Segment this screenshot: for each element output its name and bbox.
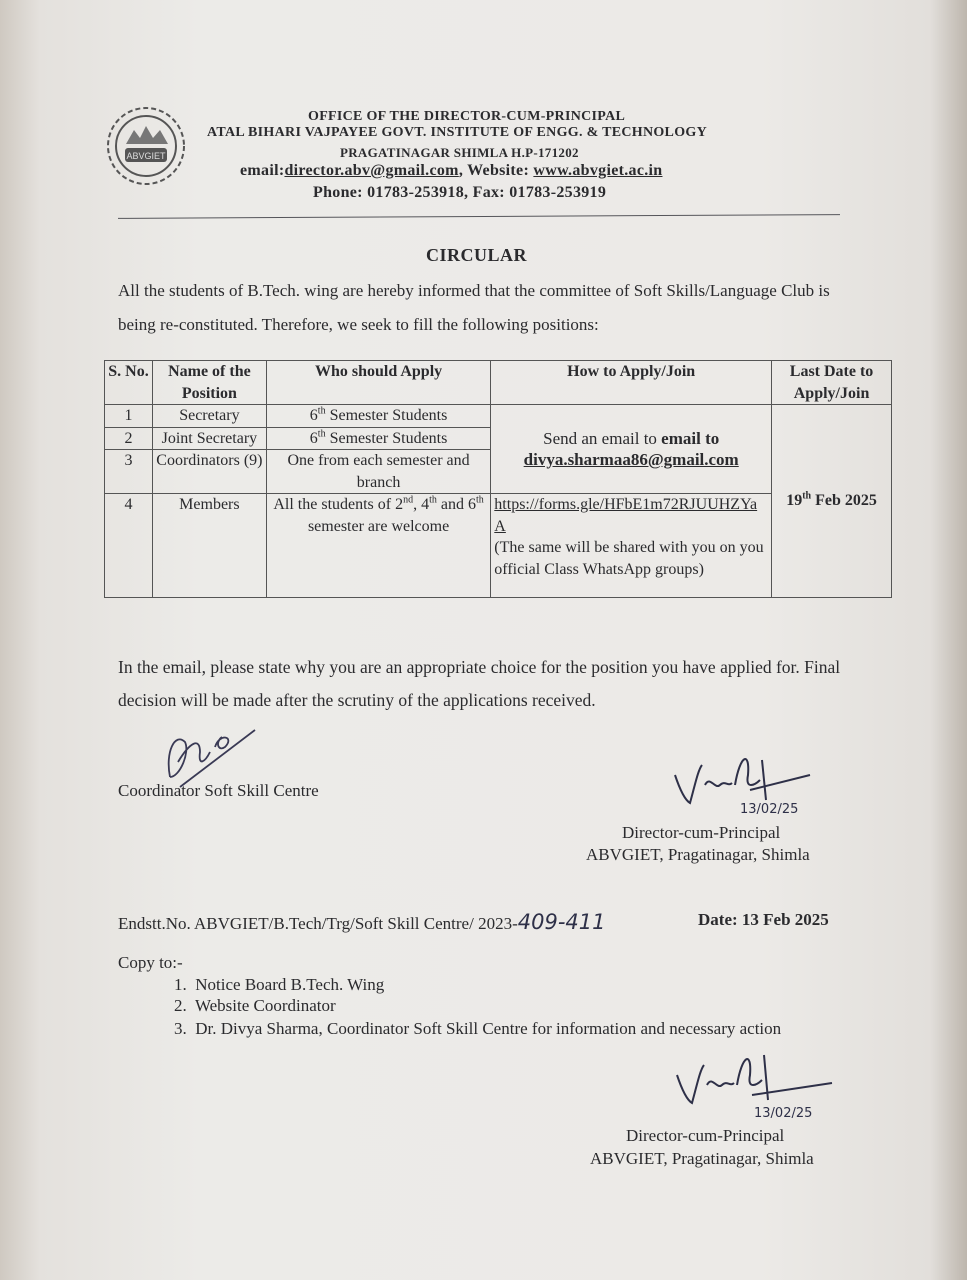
copy-to-label: Copy to:-	[118, 953, 183, 972]
row-who: One from each semester and branch	[266, 450, 490, 494]
form-note: (The same will be shared with you on you official Class WhatsApp groups)	[494, 539, 764, 578]
form-apply-cell	[491, 494, 772, 598]
row-who: All the students of 2nd, 4th and 6th semester are welcome	[266, 494, 490, 598]
apply-email-link[interactable]: divya.sharmaa86@gmail.com	[523, 450, 739, 469]
website-link[interactable]: www.abvgiet.ac.in	[533, 162, 663, 179]
last-date-cell: 19th Feb 2025	[772, 405, 892, 598]
header-divider	[118, 214, 840, 219]
handwritten-numbers: 409-411	[517, 910, 606, 934]
header-contact	[240, 162, 662, 180]
google-form-link[interactable]: https://forms.gle/HFbE1m72RJUUHZYaA	[494, 496, 758, 535]
table-row	[105, 405, 892, 428]
copy-item: 1. Notice Board B.Tech. Wing	[174, 975, 385, 994]
row-position: Joint Secretary	[152, 427, 266, 450]
endorsement-date: Date: 13 Feb 2025	[698, 910, 829, 929]
email-link[interactable]: director.abv@gmail.com	[284, 162, 459, 179]
row-sno: 4	[105, 494, 153, 598]
row-sno: 1	[105, 405, 153, 428]
director-title-copy: Director-cum-Principal	[626, 1126, 785, 1145]
positions-table	[104, 360, 892, 598]
email-apply-cell: Send an email to email to divya.sharmaa86@gmail.com	[491, 405, 772, 494]
row-who: 6th Semester Students	[266, 427, 490, 450]
row-sno: 2	[105, 427, 153, 450]
page-title: CIRCULAR	[426, 245, 528, 265]
row-position: Secretary	[152, 405, 266, 428]
email-instruction: Send an email to	[543, 428, 662, 448]
header-phone: Phone: 01783-253918, Fax: 01783-253919	[313, 184, 607, 201]
director-signature	[670, 745, 840, 820]
header-last-date: Last Date to Apply/Join	[772, 361, 892, 405]
copy-item: 3. Dr. Divya Sharma, Coordinator Soft Skill Centre for information and necessary action	[174, 1019, 782, 1038]
director-place-copy: ABVGIET, Pragatinagar, Shimla	[590, 1149, 814, 1168]
email-label: email:	[240, 162, 285, 179]
svg-text:13/02/25: 13/02/25	[754, 1106, 813, 1121]
website-label: , Website:	[458, 162, 534, 179]
header-address: PRAGATINAGAR SHIMLA H.P-171202	[340, 145, 579, 160]
header-institute: ATAL BIHARI VAJPAYEE GOVT. INSTITUTE OF ENGG. & TECHNOLOGY	[207, 125, 707, 140]
row-position: Members	[152, 494, 266, 598]
director-place: ABVGIET, Pragatinagar, Shimla	[586, 845, 810, 864]
endorsement-number: Endstt.No. ABVGIET/B.Tech/Trg/Soft Skill Centre/ 2023-409-411	[118, 910, 606, 934]
row-sno: 3	[105, 450, 153, 494]
header-position: Name of the Position	[152, 361, 266, 405]
institute-logo	[100, 100, 200, 190]
coordinator-title: Coordinator Soft Skill Centre	[118, 781, 319, 800]
header-how: How to Apply/Join	[491, 361, 772, 405]
row-who: 6th Semester Students	[266, 405, 490, 428]
row-position: Coordinators (9)	[152, 450, 266, 494]
director-title: Director-cum-Principal	[622, 823, 781, 842]
table-header-row	[105, 361, 892, 405]
svg-text:13/02/25: 13/02/25	[740, 802, 799, 817]
intro-paragraph: All the students of B.Tech. wing are hereby informed that the committee of Soft Skills/Language Club is being re-constituted. Therefore, we seek to fill the following positions:	[118, 281, 830, 334]
copy-item: 2. Website Coordinator	[174, 996, 336, 1015]
header-who: Who should Apply	[266, 361, 490, 405]
svg-text:ABVGIET: ABVGIET	[126, 151, 166, 161]
header-sno: S. No.	[105, 361, 153, 405]
header-office: OFFICE OF THE DIRECTOR-CUM-PRINCIPAL	[308, 109, 626, 124]
closing-paragraph: In the email, please state why you are an appropriate choice for the position you have applied for. Final decision will be made after the scrutiny of the applications received.	[118, 657, 841, 710]
director-signature-copy	[672, 1045, 842, 1125]
